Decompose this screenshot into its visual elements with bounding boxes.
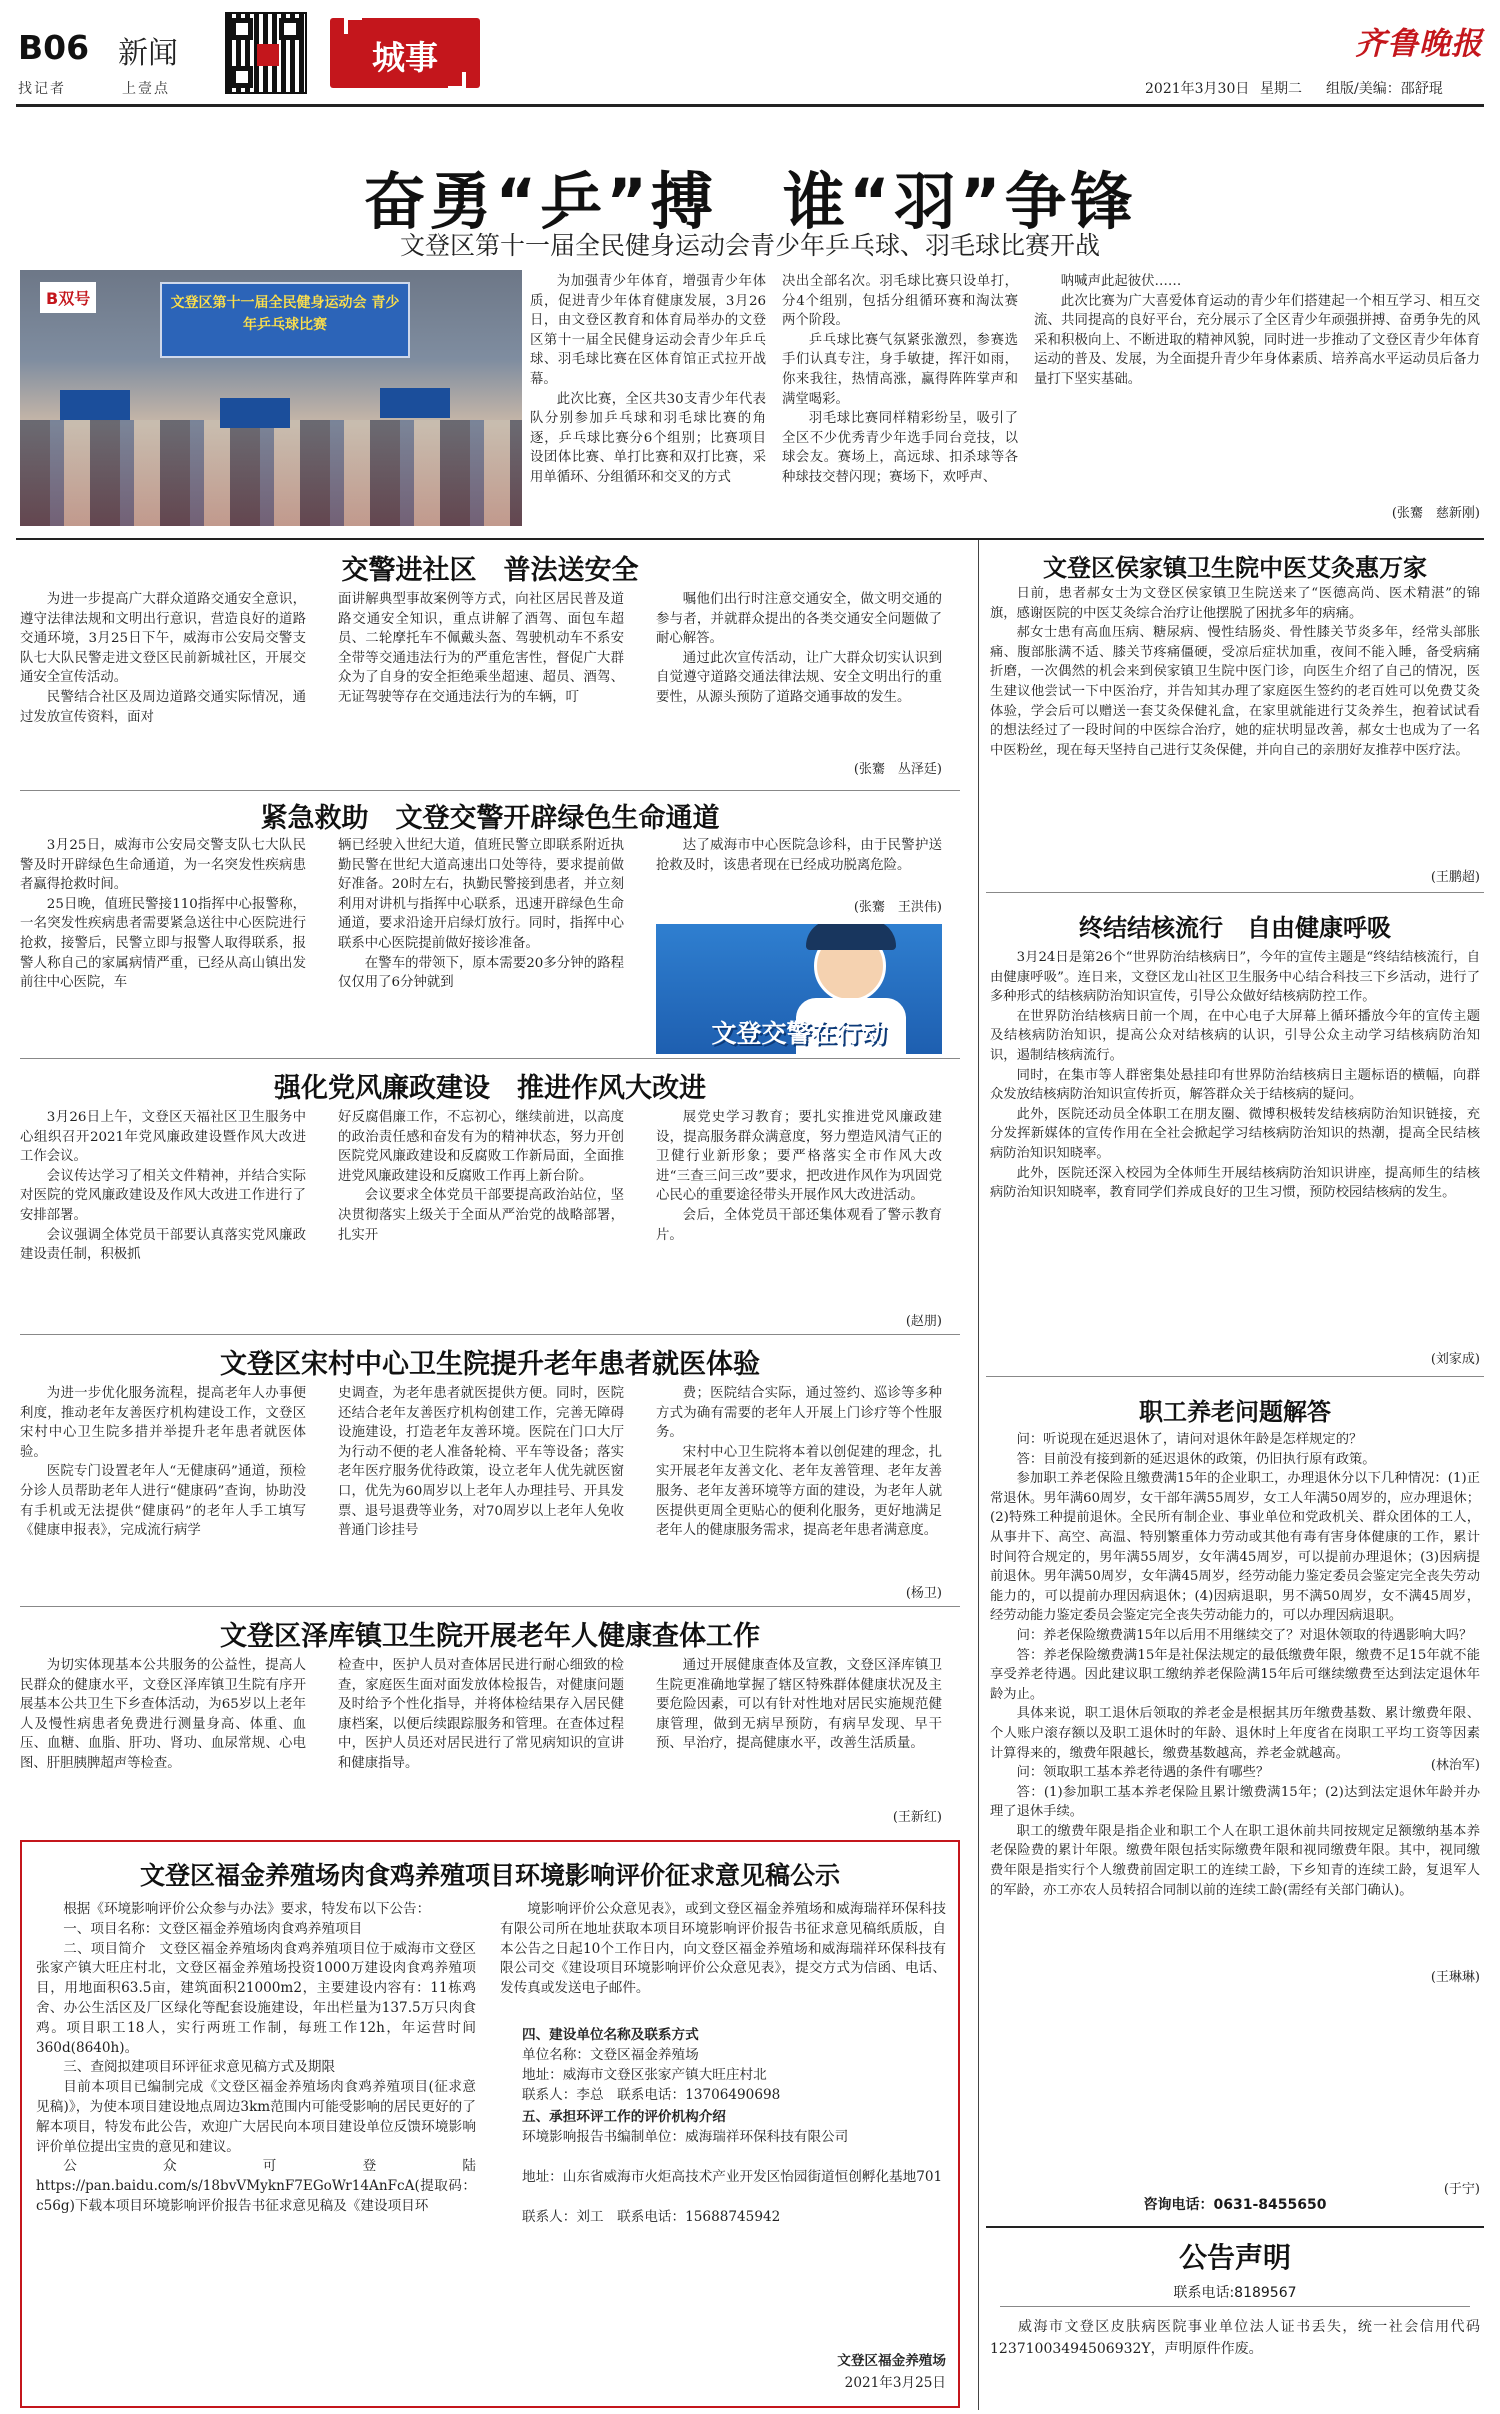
paragraph: 好反腐倡廉工作，不忘初心，继续前进，以高度的政治责任感和奋发有为的精神状态，努力开创医院党风廉政建设和反腐败工作新局面，全面推进党风廉政建设和反腐败工作再上新台阶。 — [338, 1110, 624, 1184]
zequ-col-1 — [20, 1656, 306, 1826]
rescue-col-1 — [20, 836, 306, 1054]
channel-tab[interactable] — [330, 18, 480, 88]
paragraph: 辆已经驶入世纪大道，值班民警立即联系附近执勤民警在世纪大道高速出口处等待，要求提前做好准备。20时左右，执勤民警接到患者，并立刻利用对讲机与指挥中心联系，迅速开辟绿色生命通道，要求沿途开启绿灯放行。同时，指挥中心联系中心医院提前做好接诊准备。 — [338, 838, 624, 951]
masthead-logo: 齐鲁晚报 — [1355, 26, 1483, 62]
paragraph: 为切实体现基本公共服务的公益性，提高人民群众的健康水平，文登区泽库镇卫生院有序开展基本公共卫生下乡查体活动，为65岁以上老年人及慢性病患者免费进行测量身高、体重、血压、血糖、血脂、肝功、肾功、血尿常规、心电图、肝胆胰脾超声等检查。 — [20, 1658, 306, 1771]
paragraph: 三、查阅拟建项目环评征求意见稿方式及期限 — [63, 2059, 336, 2076]
paragraph: 此外，医院还动员全体职工在朋友圈、微博积极转发结核病防治知识链接，充分发挥新媒体的宣传作用在全社会掀起学习结核病防治知识的热潮，提高全民结核病防治知识知晓率。 — [990, 1106, 1480, 1161]
tb-title: 终结结核流行 自由健康呼吸 — [1079, 914, 1391, 942]
pension-phone: 咨询电话：0631-8455650 — [1143, 2197, 1327, 2213]
announce-text — [990, 2316, 1480, 2376]
notice-eva-contact: 联系人：刘工 联系电话：15688745942 — [522, 2209, 781, 2225]
songcun-col-3 — [656, 1384, 942, 1602]
paragraph: 目前本项目已编制完成《文登区福金养殖场肉食鸡养殖项目(征求意见稿)》，为使本项目建设地点周边3km范围内可能受影响的居民更好的了解本项目，特发布此公告，欢迎广大居民向本项目建设单位反馈环境影响评价单位提出宝贵的意见和建议。 — [36, 2079, 476, 2155]
paragraph: 此次比赛，全区共30支青少年代表队分别参加乒乓球和羽毛球比赛的角逐，乒乓球比赛分6个组别；比赛项目设团体比赛、单打比赛和双打比赛，采用单循环、分组循环和交叉的方式 — [530, 391, 766, 485]
rule-r2 — [986, 1376, 1484, 1377]
party-title: 强化党风廉政建设 推进作风大改进 — [274, 1073, 706, 1104]
lead-byline: (张騫 慈新刚) — [1391, 506, 1480, 521]
paragraph: 会议强调全体党员干部要认真落实党风廉政建设责任制，积极抓 — [20, 1227, 306, 1263]
paragraph: 达了威海市中心医院急诊科，由于民警护送抢救及时，该患者现在已经成功脱离危险。 — [656, 838, 942, 873]
songcun-byline: (杨卫) — [905, 1586, 942, 1601]
pension-byline-mid: (王琳琳) — [1430, 1970, 1480, 1985]
paragraph: 宋村中心卫生院将本着以创促建的理念，扎实开展老年友善文化、老年友善管理、老年友善服务、老年友善环境等方面的建设，为老年人就医提供更周全更贴心的便利化服务，更好地满足老年人的健康服务需求，提高老年患者满意度。 — [656, 1444, 942, 1539]
paragraph: 通过开展健康查体及宣教，文登区泽库镇卫生院更准确地掌握了辖区特殊群体健康状况及主要危险因素，可以有针对性地对居民实施规范健康管理，做到无病早预防，有病早发现、早干预、早治疗，提高健康水平，改善生活质量。 — [656, 1658, 942, 1752]
traffic-police-graphic — [656, 924, 942, 1054]
party-col-1 — [20, 1108, 306, 1330]
paragraph: 同时，在集市等人群密集处悬挂印有世界防治结核病日主题标语的横幅，向群众发放结核病防治知识宣传折页，解答群众关于结核病的疑问。 — [990, 1067, 1480, 1103]
rule-r1 — [986, 892, 1484, 893]
notice-right-top — [500, 1900, 946, 2022]
traffic-col-1 — [20, 590, 306, 788]
lead-col-3 — [1034, 272, 1480, 512]
page-header — [0, 0, 1500, 112]
songcun-col-1 — [20, 1384, 306, 1602]
paragraph: 为加强青少年体育，增强青少年体质，促进青少年体育健康发展，3月26日，由文登区教育和体育局举办的文登区第十一届全民健身运动会青少年乒乓球、羽毛球比赛在区体育馆正式拉开战幕。 — [530, 274, 766, 387]
paragraph: 具体来说，职工退休后领取的养老金是根据其历年缴费基数、累计缴费年限、个人账户滚存额以及职工退休时的年龄、退休时上年度省在岗职工平均工资等因素计算得来的，缴费年限越长，缴费基数越高，养老金就越高。 — [990, 1706, 1480, 1761]
paragraph: 问：养老保险缴费满15年以后用不用继续交了？对退休领取的待遇影响大吗？ — [1016, 1627, 1473, 1643]
notice-unit-head: 四、建设单位名称及联系方式 — [522, 2027, 699, 2043]
paragraph: 为进一步优化服务流程，提高老年人办事便利度，推动老年友善医疗机构建设工作，文登区宋村中心卫生院多措并举提升老年患者就医体验。 — [20, 1386, 306, 1460]
traffic-col-2 — [338, 590, 624, 788]
pension-byline: (于宁) — [1443, 2182, 1480, 2197]
paragraph: 检查中，医护人员对查体居民进行耐心细致的检查，家庭医生面对面发放体检报告，对健康问题及时给予个性化指导，并将体检结果存入居民健康档案，以便后续跟踪服务和管理。在查体过程中，医护人员还对居民进行了常见病知识的宣讲和健康指导。 — [338, 1658, 624, 1771]
paragraph: 展党史学习教育；要扎实推进党风廉政建设，提高服务群众满意度，努力塑造风清气正的卫健行业新形象；要严格落实全市作风大改进“三查三问三改”要求，把改进作风作为巩固党心民心的重要途径带头开展作风大改进活动。 — [656, 1110, 942, 1204]
announce-phone: 联系电话:8189567 — [1173, 2285, 1297, 2301]
paragraph: 民警结合社区及周边道路交通实际情况，通过发放宣传资料，面对 — [20, 689, 306, 725]
rule-r3 — [986, 2226, 1484, 2228]
paragraph: 会后，全体党员干部还集体观看了警示教育片。 — [656, 1207, 942, 1243]
paragraph: 乒乓球比赛气氛紧张激烈，参赛选手们认真专注，身手敏捷，挥汗如雨，你来我往，热情高涨，赢得阵阵掌声和满堂喝彩。 — [782, 332, 1018, 407]
paragraph: 史调查，为老年患者就医提供方便。同时，医院还结合老年友善医疗机构创建工作，完善无障碍设施建设，打造老年友善环境。医院在门口大厅为行动不便的老人准备轮椅、平车等设备；落实老年医疗服务优待政策，设立老年人优先就医窗口，优先为60周岁以上老年人办理挂号、开具发票、退号退费等业务，对70周岁以上老年人免收普通门诊挂号 — [338, 1386, 624, 1539]
paragraph: 会议传达学习了相关文件精神，并结合实际对医院的党风廉政建设及作风大改进工作进行了安排部署。 — [20, 1168, 306, 1223]
notice-unit-contact: 联系人：李总 联系电话：13706490698 — [522, 2087, 781, 2103]
lead-col-1 — [530, 272, 766, 526]
moxa-title: 文登区侯家镇卫生院中医艾灸惠万家 — [1043, 554, 1427, 582]
paragraph: 二、项目简介 文登区福金养殖场肉食鸡养殖项目位于威海市文登区张家产镇大旺庄村北，文登区福金养殖场投资1000万建设肉食鸡养殖项目，用地面积63.5亩，建筑面积21000m2，主要建设内容有：11栋鸡舍、办公生活区及厂区绿化等配套设施建设，年出栏量为137.5万只肉食鸡。项目职工18人，实行两班工作制，每班工作12h，年运营时间360d(8640h)。 — [36, 1940, 476, 2056]
rescue-title: 紧急救助 文登交警开辟绿色生命通道 — [260, 803, 720, 834]
paragraph: 通过此次宣传活动，让广大群众切实认识到自觉遵守道路交通法律法规、安全文明出行的重要性，从源头预防了道路交通事故的发生。 — [656, 650, 942, 705]
rule-2 — [20, 1058, 960, 1059]
header-rule — [16, 104, 1484, 107]
paragraph: 日前，患者郝女士为文登区侯家镇卫生院送来了“医德高尚、医术精湛”的锦旗，感谢医院的中医艾灸综合治疗让他摆脱了困扰多年的病痛。 — [990, 586, 1480, 621]
photo-banner-text: 文登区第十一届全民健身运动会 青少年乒乓球比赛 — [170, 295, 400, 333]
rescue-col-3 — [656, 836, 942, 896]
paragraph: 嘱他们出行时注意交通安全，做文明交通的参与者，并就群众提出的各类交通安全问题做了耐心解答。 — [656, 592, 942, 647]
traffic-title: 交警进社区 普法送安全 — [341, 555, 639, 586]
graphic-caption: 文登交警在行动 — [711, 1019, 887, 1048]
party-col-3 — [656, 1108, 942, 1330]
paragraph: 一、项目名称：文登区福金养殖场肉食鸡养殖项目 — [63, 1920, 363, 1937]
paragraph: 决出全部名次。羽毛球比赛只设单打，分4个组别，包括分组循环赛和淘汰赛两个阶段。 — [782, 274, 1018, 329]
issue-date: 2021年3月30日 — [1145, 81, 1250, 97]
paragraph: 费；医院结合实际，通过签约、巡诊等多种方式为确有需要的老年人开展上门诊疗等个性服务。 — [656, 1386, 942, 1441]
paragraph: 在世界防治结核病日前一个周，在中心电子大屏幕上循环播放今年的宣传主题及结核病防治知识，提高公众对结核病的认识，引导公众主动学习结核病防治知识，遏制结核病流行。 — [990, 1008, 1480, 1063]
paragraph: 根据《环境影响评价公众参与办法》要求，特发布以下公告： — [63, 1901, 431, 1917]
rescue-byline: (张騫 王洪伟) — [853, 900, 942, 915]
paragraph: 3月25日，威海市公安局交警支队七大队民警及时开辟绿色生命通道，为一名突发性疾病患者赢得抢救时间。 — [20, 838, 306, 893]
paragraph: 为进一步提高广大群众道路交通安全意识，遵守法律法规和文明出行意识，营造良好的道路交通环境，3月25日下午，威海市公安局交警支队七大队民警走进文登区民前新城社区，开展交通安全宣传活动。 — [20, 592, 306, 686]
rule-4 — [20, 1606, 960, 1607]
paragraph: 3月26日上午，文登区天福社区卫生服务中心组织召开2021年党风廉政建设暨作风大改进工作会议。 — [20, 1110, 306, 1165]
notice-unit-name: 单位名称：文登区福金养殖场 — [522, 2047, 699, 2063]
party-col-2 — [338, 1108, 624, 1330]
paragraph: 在警车的带领下，原本需要20多分钟的路程仅仅用了6分钟就到 — [338, 955, 624, 991]
paragraph: 会议要求全体党员干部要提高政治站位，坚决贯彻落实上级关于全面从严治党的战略部署，扎实开 — [338, 1188, 624, 1243]
notice-eva-name: 环境影响报告书编制单位：威海瑞祥环保科技有限公司 — [522, 2129, 849, 2145]
paragraph: 此次比赛为广大喜爱体育运动的青少年们搭建起一个相互学习、相互交流、共同提高的良好平台，充分展示了全区青少年顽强拼搏、奋勇争先的风采和积极向上、不断进取的精神风貌，同时进一步推动了文登区青少年体育运动的普及、发展，为全面提升青少年身体素质、培养高水平运动员后备力量打下坚实基础。 — [1034, 293, 1480, 387]
paragraph: 答：目前没有接到新的延迟退休的政策，仍旧执行原有政策。 — [1016, 1451, 1376, 1467]
lead-rule — [16, 538, 1484, 540]
rule-r4 — [1000, 2306, 1470, 2307]
channel-label: 城事 — [372, 38, 438, 77]
zequ-byline: (王新红) — [892, 1810, 942, 1825]
paragraph: 答：(1)参加职工基本养老保险且累计缴费满15年；(2)达到法定退休年龄并办理了退休手续。 — [990, 1784, 1480, 1820]
moxa-text — [990, 584, 1480, 874]
traffic-byline: (张騫 丛泽廷) — [853, 762, 942, 777]
songcun-title: 文登区宋村中心卫生院提升老年患者就医体验 — [220, 1349, 760, 1380]
paragraph: 威海市文登区皮肤病医院事业单位法人证书丢失，统一社会信用代码12371003494506932Y，声明原件作废。 — [990, 2319, 1480, 2357]
sub-label-right: 上壹点 — [122, 81, 170, 97]
zequ-title: 文登区泽库镇卫生院开展老年人健康查体工作 — [220, 1621, 760, 1652]
notice-eva-head: 五、承担环评工作的评价机构介绍 — [522, 2109, 726, 2125]
notice-left — [36, 1900, 476, 2400]
notice-unit-addr: 地址：威海市文登区张家产镇大旺庄村北 — [522, 2067, 767, 2083]
paragraph: 呐喊声此起彼伏…… — [1060, 274, 1182, 289]
rule-3 — [20, 1334, 960, 1335]
paragraph: 25日晚，值班民警接110指挥中心报警称，一名突发性疾病患者需要紧急送往中心医院进行抢救，接警后，民警立即与报警人取得联系，报警人称自己的家属病情严重，已经从高山镇出发前往中心医院，车 — [20, 896, 306, 991]
paragraph: 3月24日是第26个“世界防治结核病日”，今年的宣传主题是“终结结核流行，自由健康呼吸”。连日来，文登区龙山社区卫生服务中心结合科技三下乡活动，进行了多种形式的结核病防治知识宣传，引导公众做好结核病防控工作。 — [990, 950, 1480, 1005]
paragraph: 境影响评价公众意见表》，或到文登区福金养殖场和威海瑞祥环保科技有限公司所在地址获取本项目环境影响评价报告书征求意见稿纸质版，自本公告之日起10个工作日内，向文登区福金养殖场和威海瑞祥环保科技有限公司交《建设项目环境影响评价公众意见表》，提交方式为信函、电话、发传真或发送电子邮件。 — [500, 1901, 946, 1997]
tb-text — [990, 948, 1480, 1368]
section-label: 新闻 — [118, 36, 178, 71]
paragraph: 问：领取职工基本养老待遇的条件有哪些？ — [1016, 1765, 1270, 1781]
lead-title: 奋勇“乒”搏 谁“羽”争锋 — [363, 165, 1137, 238]
moxa-byline: (王鹏超) — [1430, 870, 1480, 885]
notice-sign-org: 文登区福金养殖场 — [837, 2353, 946, 2369]
lead-photo — [20, 270, 522, 526]
page-number: B06 — [18, 28, 90, 67]
pension-text — [990, 1430, 1480, 2182]
rescue-col-2 — [338, 836, 624, 1054]
editor-credit: 组版/美编：邵舒琨 — [1326, 81, 1443, 97]
public-notice — [20, 1840, 960, 2408]
paragraph: 郝女士患有高血压病、糖尿病、慢性结肠炎、骨性膝关节炎多年，经常头部胀痛、腹部胀满不适、膝关节疼痛僵硬，受凉后症状加重，夜间不能入睡，备受病痛折磨，一次偶然的机会来到侯家镇卫生院中医门诊，向医生介绍了自己的情况，医生建议他尝试一下中医治疗，并告知其办理了家庭医生签约的老百姓可以免费艾灸体验，学会后可以赠送一套艾灸保健礼盒，在家里就能进行艾灸养生，抱着试试看的想法经过了一段时间的中医综合治疗，她的症状明显改善，郝女士也成为了一名中医粉丝，现在每天坚持自己进行艾灸保健，并向自己的亲朋好友推荐中医疗法。 — [990, 625, 1480, 758]
tb-byline: (刘家成) — [1430, 1352, 1480, 1367]
paragraph: 答：养老保险缴费满15年是社保法规定的最低缴费年限，缴费不足15年就不能享受养老待遇。因此建议职工缴纳养老保险满15年后可继续缴费至达到法定退休年龄为止。 — [990, 1647, 1480, 1702]
paragraph: 问：听说现在延迟退休了，请问对退休年龄是怎样规定的？ — [1016, 1432, 1363, 1447]
column-divider — [978, 540, 979, 2410]
paragraph: 职工的缴费年限是指企业和职工个人在职工退休前共同按规定足额缴纳基本养老保险费的累计年限。缴费年限包括实际缴费年限和视同缴费年限。其中，视同缴费年限是指实行个人缴费前固定职工的连续工龄，下乡知青的连续工龄，复退军人的军龄，亦工亦农人员转招合同制以前的连续工龄(需经有关部门确认)。 — [990, 1823, 1480, 1898]
notice-eva-addr: 地址：山东省威海市火炬高技术产业开发区怡园街道恒创孵化基地701 — [522, 2169, 943, 2185]
paragraph: 面讲解典型事故案例等方式，向社区居民普及道路交通安全知识，重点讲解了酒驾、面包车超员、二轮摩托车不佩戴头盔、驾驶机动车不系安全带等交通违法行为的严重危害性，督促广大群众为了自身的安全拒绝乘坐超速、超员、酒驾、无证驾驶等存在交通违法行为的车辆，叮 — [338, 592, 624, 705]
paragraph: 医院专门设置老年人“无健康码”通道，预检分诊人员帮助老年人进行“健康码”查询，协助没有手机或无法提供“健康码”的老年人手工填写《健康申报表》，完成流行病学 — [20, 1464, 306, 1539]
pension-byline-inline: (林治军) — [1430, 1758, 1480, 1773]
qr-code-icon[interactable] — [225, 12, 307, 94]
party-byline: (赵朋) — [905, 1314, 942, 1329]
announce-title: 公告声明 — [1178, 2241, 1291, 2274]
notice-sign-date: 2021年3月25日 — [844, 2375, 946, 2391]
zequ-col-2 — [338, 1656, 624, 1826]
sub-label-left: 找记者 — [18, 81, 66, 97]
lead-subtitle: 文登区第十一届全民健身运动会青少年乒乓球、羽毛球比赛开战 — [399, 231, 1100, 260]
notice-title: 文登区福金养殖场肉食鸡养殖项目环境影响评价征求意见稿公示 — [139, 1861, 840, 1890]
pension-title: 职工养老问题解答 — [1139, 1398, 1331, 1426]
paragraph: 公众可登陆https://pan.baidu.com/s/18bvVMyknF7EGoWr14AnFcA(提取码：c56g)下载本项目环境影响评价报告书征求意见稿及《建设项目环 — [36, 2158, 476, 2214]
traffic-col-3 — [656, 590, 942, 770]
lead-col-2 — [782, 272, 1018, 526]
paragraph: 此外，医院还深入校园为全体师生开展结核病防治知识讲座，提高师生的结核病防治知识知晓率，教育同学们养成良好的卫生习惯，预防校园结核病的发生。 — [990, 1165, 1480, 1201]
paragraph: 羽毛球比赛同样精彩纷呈，吸引了全区不少优秀青少年选手同台竞技，以球会友。赛场上，高远球、扣杀球等各种球技交替闪现；赛场下，欢呼声、 — [782, 411, 1018, 485]
rule-1 — [20, 790, 960, 791]
songcun-col-2 — [338, 1384, 624, 1602]
paragraph: 参加职工养老保险且缴费满15年的企业职工，办理退休分以下几种情况：(1)正常退休。男年满60周岁，女干部年满55周岁，女工人年满50周岁的，应办理退休；(2)特殊工种提前退休。全民所有制企业、事业单位和党政机关、群众团体的工人，从事井下、高空、高温、特别繁重体力劳动或其他有毒有害身体健康的工作，累计时间符合规定的，男年满55周岁，女年满45周岁，可以提前办理退休；(3)因病提前退休。男年满50周岁，女年满45周岁，经劳动能力鉴定委员会鉴定完全丧失劳动能力的，可以提前办理因病退休；(4)因病退职，男不满50周岁，女不满45周岁，经劳动能力鉴定委员会鉴定完全丧失劳动能力的，可以办理因病退职。 — [990, 1471, 1480, 1624]
zequ-col-3 — [656, 1656, 942, 1806]
photo-sign: B双号 — [40, 282, 96, 313]
issue-weekday: 星期二 — [1260, 81, 1302, 97]
